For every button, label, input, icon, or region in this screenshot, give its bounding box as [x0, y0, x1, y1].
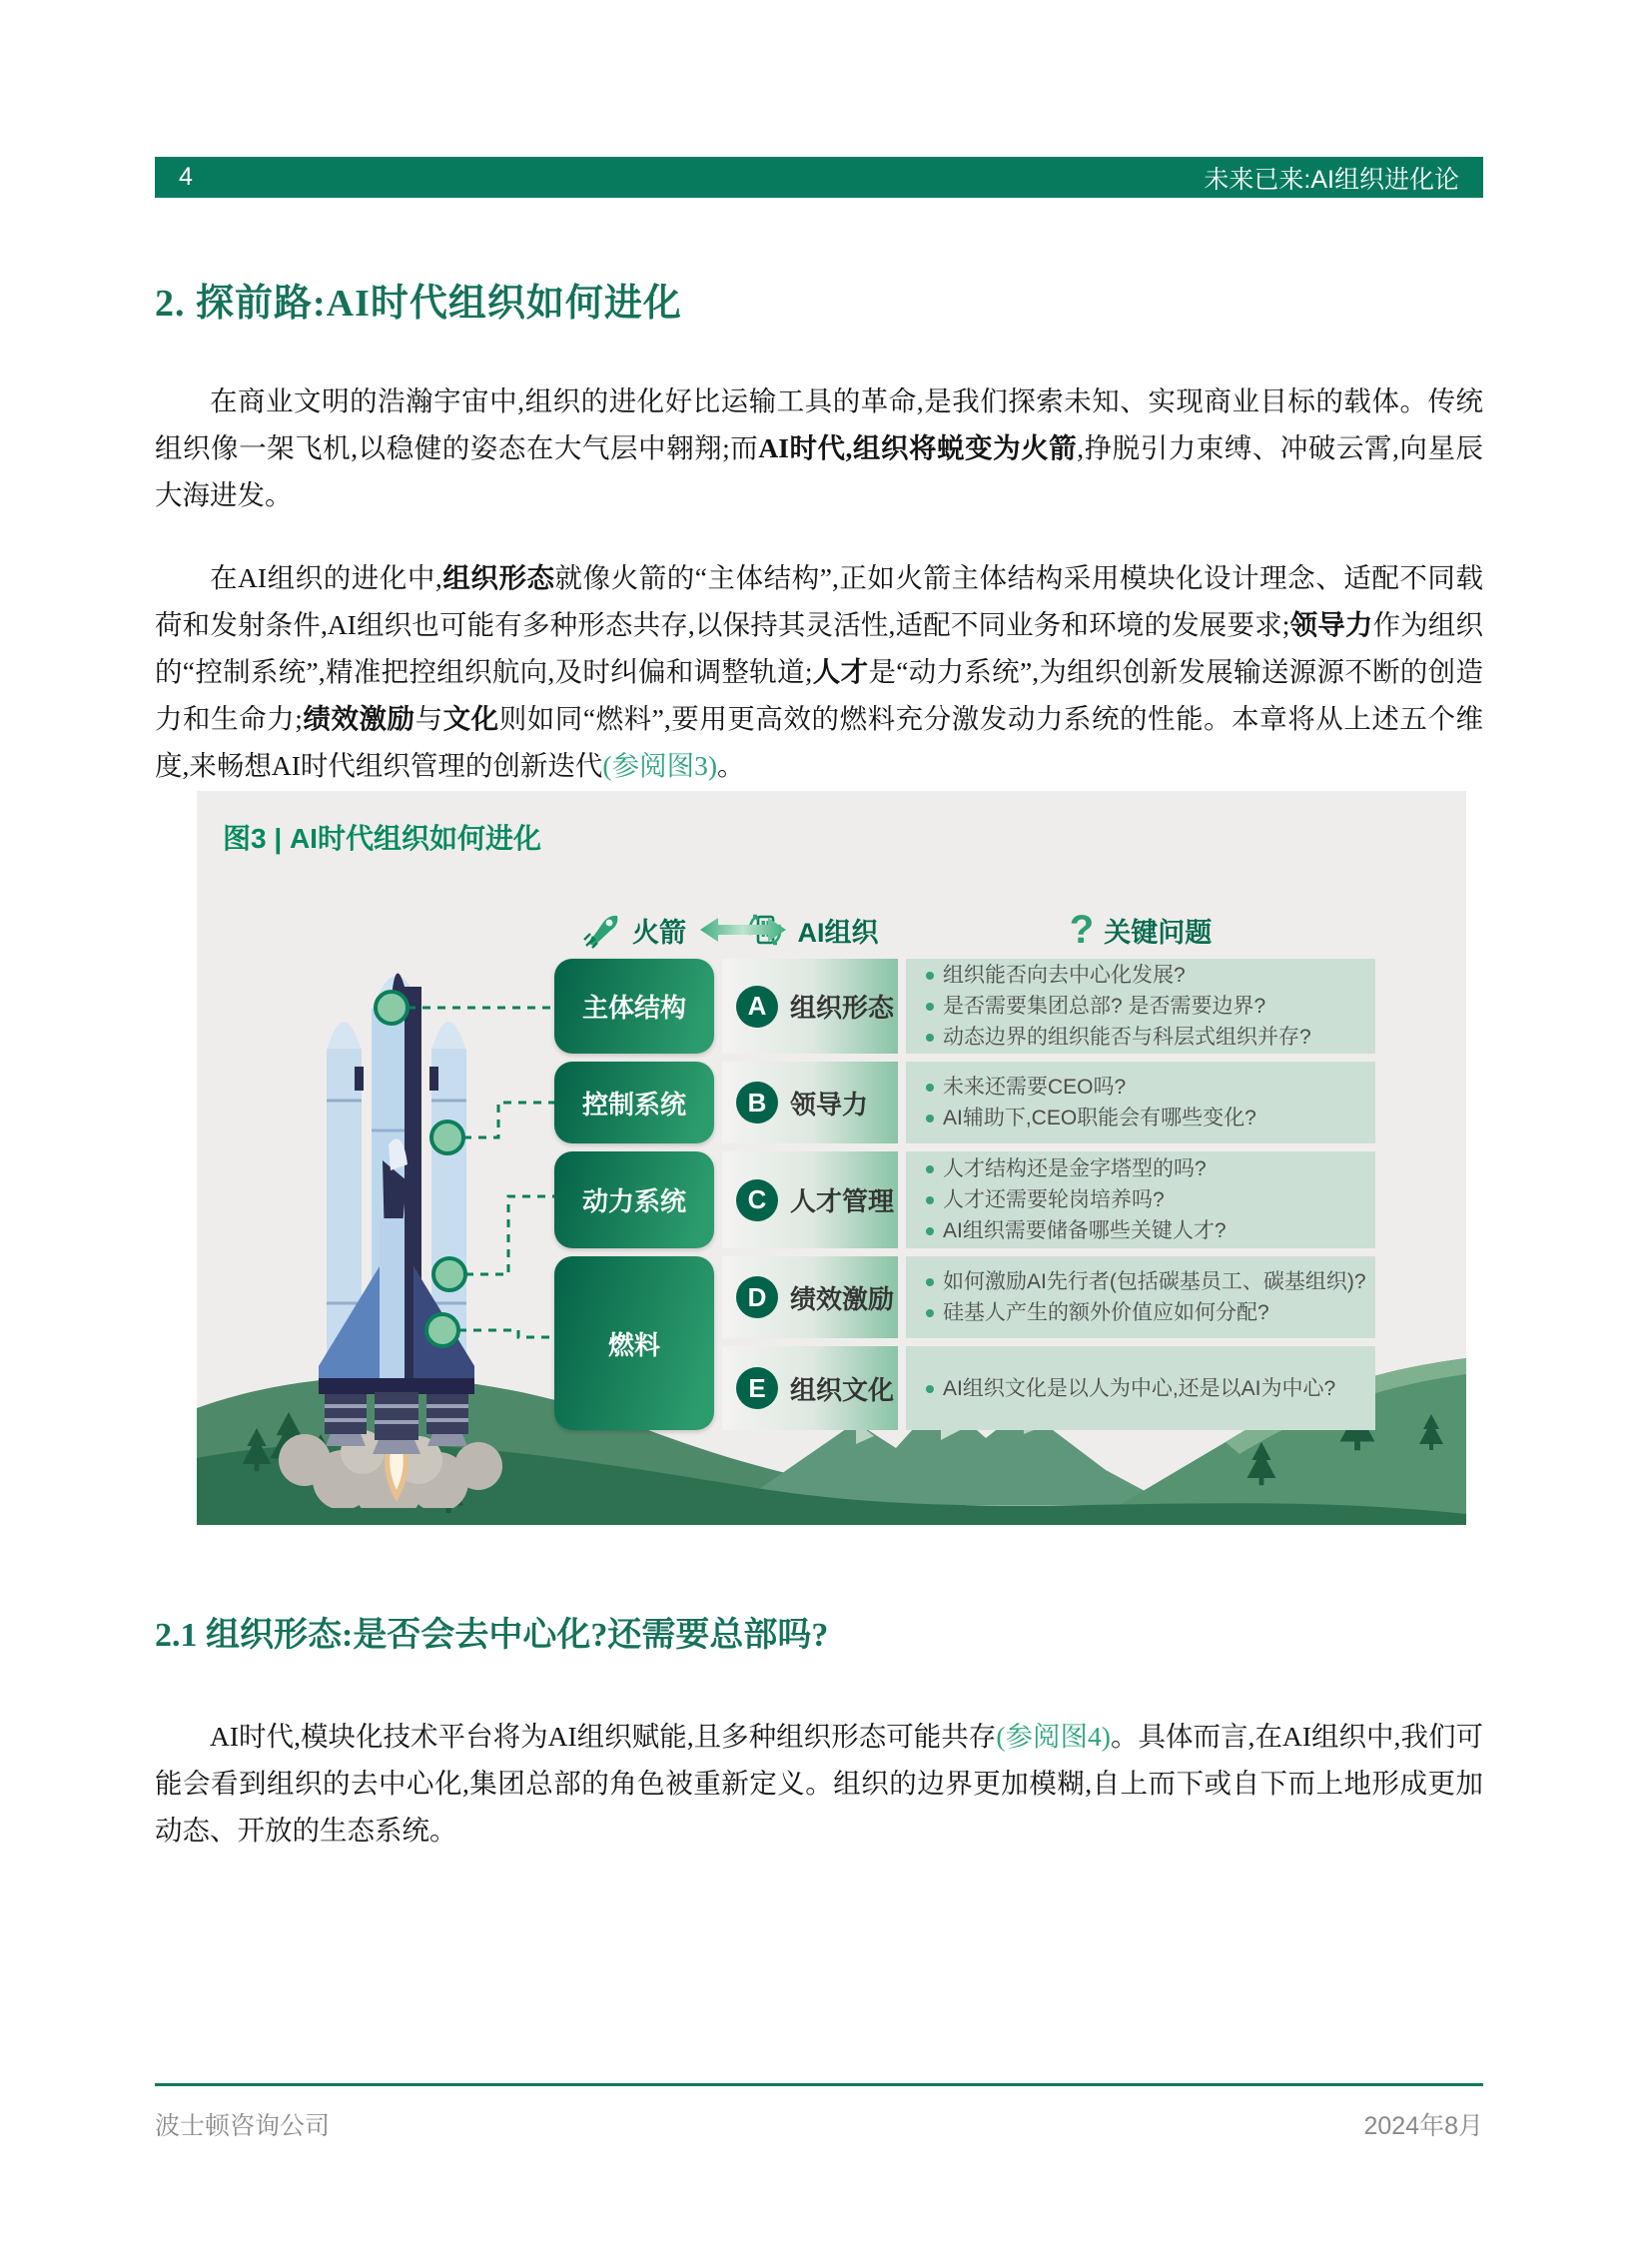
text-segment: 组织形态	[441, 562, 555, 593]
letter-badge-a: A	[736, 986, 778, 1028]
question-list-e	[924, 1373, 1367, 1404]
text-segment: 作为组织的“控制系统”,精准把控组织航向,及时纠偏和调整轨道;	[155, 609, 1484, 687]
figure-title: 图3 | AI时代组织如何进化	[223, 823, 541, 854]
double-arrow-icon	[700, 917, 786, 943]
text-segment: 。具体而言,在AI组织中,我们可能会看到组织的去中心化,集团总部的角色被重新定义。组织的边界更加模糊,自上而下或自下而上地形成更加动态、开放的生态系统。	[155, 1721, 1483, 1846]
org-dimension-c	[722, 1151, 898, 1248]
page-header-bar	[155, 157, 1483, 198]
page-content	[155, 0, 1483, 1854]
figure-reference-link[interactable]: (参阅图3)	[602, 750, 717, 781]
questions-cell-b	[906, 1062, 1375, 1143]
question-list-c	[924, 1153, 1367, 1246]
figure-mapping-table	[554, 959, 1375, 1430]
letter-badge-d: D	[736, 1276, 778, 1318]
question-list-d	[924, 1266, 1367, 1328]
column-header-questions	[906, 907, 1375, 953]
org-dimension-label-a: 组织形态	[790, 993, 895, 1023]
letter-badge-e: E	[736, 1367, 778, 1409]
question-item: 组织能否向去中心化发展?	[924, 960, 1367, 991]
question-item: AI辅助下,CEO职能会有哪些变化?	[924, 1103, 1367, 1133]
org-header-label: AI组织	[797, 917, 879, 948]
questions-cell-d	[906, 1256, 1375, 1338]
page-number: 4	[179, 163, 193, 191]
text-segment: AI时代,模块化技术平台将为AI组织赋能,且多种组织形态可能共存	[210, 1721, 997, 1752]
org-dimension-label-c: 人才管理	[790, 1186, 895, 1216]
text-segment: 文化	[442, 703, 499, 734]
rocket-illustration	[267, 949, 526, 1508]
paragraph-1	[155, 377, 1483, 518]
questions-header-label: 关键问题	[1104, 917, 1213, 948]
rocket-icon	[582, 910, 622, 950]
questions-cell-a	[906, 959, 1375, 1054]
org-dimension-label-d: 绩效激励	[790, 1283, 895, 1314]
footer-company: 波士顿咨询公司	[155, 2112, 331, 2140]
footer-date: 2024年8月	[1363, 2112, 1483, 2140]
question-mark-icon: ?	[1069, 908, 1095, 952]
org-dimension-d	[722, 1256, 898, 1338]
subsection-heading: 2.1 组织形态:是否会去中心化?还需要总部吗?	[155, 1617, 829, 1654]
org-dimension-a	[722, 959, 898, 1054]
text-segment: 人才	[812, 656, 869, 687]
letter-badge-c: C	[736, 1179, 778, 1221]
text-segment: 就像火箭的“主体结构”,正如火箭主体结构采用模块化设计理念、适配不同载荷和发射条件,AI组织也可能有多种形态共存,以保持其灵活性,适配不同业务和环境的发展要求;	[155, 562, 1483, 640]
question-item: AI组织文化是以人为中心,还是以AI为中心?	[924, 1373, 1367, 1404]
question-item: 未来还需要CEO吗?	[924, 1072, 1367, 1103]
rocket-header-label: 火箭	[632, 917, 686, 948]
org-dimension-e	[722, 1346, 898, 1430]
text-segment: AI时代,组织将蜕变为火箭	[758, 432, 1078, 463]
text-segment: 与	[414, 703, 443, 734]
figure-3	[197, 791, 1466, 1525]
figure-column-headers	[554, 907, 1375, 953]
letter-badge-b: B	[736, 1082, 778, 1123]
question-item: 硅基人产生的额外价值应如何分配?	[924, 1297, 1367, 1328]
question-item: AI组织需要储备哪些关键人才?	[924, 1215, 1367, 1246]
column-header-rocket	[554, 907, 714, 953]
section-heading: 2. 探前路:AI时代组织如何进化	[155, 283, 682, 325]
text-segment: ,挣脱引力束缚、冲破云霄,向星辰大海进发。	[155, 432, 1484, 510]
page-footer	[155, 2083, 1483, 2142]
questions-cell-c	[906, 1151, 1375, 1248]
rocket-part-button-control: 控制系统	[554, 1062, 714, 1143]
rocket-part-button-structure: 主体结构	[554, 959, 714, 1054]
org-dimension-b	[722, 1062, 898, 1143]
text-segment: 是“动力系统”,为组织创新发展输送源源不断的创造力和生命力;	[155, 656, 1483, 734]
text-segment: 。	[716, 750, 745, 781]
question-item: 人才结构还是金字塔型的吗?	[924, 1153, 1367, 1184]
org-dimension-label-e: 组织文化	[790, 1374, 895, 1405]
question-item: 人才还需要轮岗培养吗?	[924, 1184, 1367, 1215]
paragraph-2	[155, 554, 1483, 789]
question-list-b	[924, 1072, 1367, 1133]
text-segment: 在商业文明的浩瀚宇宙中,组织的进化好比运输工具的革命,是我们探索未知、实现商业目标的载体。传统组织像一架飞机,以稳健的姿态在大气层中翱翔;而	[155, 385, 1483, 463]
text-segment: 领导力	[1289, 609, 1373, 640]
question-item: 如何激励AI先行者(包括碳基员工、碳基组织)?	[924, 1266, 1367, 1297]
questions-cell-e	[906, 1346, 1375, 1430]
figure-reference-link[interactable]: (参阅图4)	[996, 1721, 1111, 1752]
text-segment: 在AI组织的进化中,	[210, 562, 442, 593]
rocket-part-button-fuel: 燃料	[554, 1256, 714, 1430]
question-list-a	[924, 960, 1367, 1053]
paragraph-3	[155, 1713, 1483, 1854]
text-segment: 则如同“燃料”,要用更高效的燃料充分激发动力系统的性能。本章将从上述五个维度,来畅想AI时代组织管理的创新迭代	[155, 703, 1484, 781]
question-item: 是否需要集团总部? 是否需要边界?	[924, 991, 1367, 1022]
text-segment: 绩效激励	[302, 703, 415, 734]
question-item: 动态边界的组织能否与科层式组织并存?	[924, 1022, 1367, 1053]
document-title: 未来已来:AI组织进化论	[1204, 165, 1459, 194]
rocket-part-button-power: 动力系统	[554, 1151, 714, 1248]
org-dimension-label-b: 领导力	[790, 1089, 869, 1120]
